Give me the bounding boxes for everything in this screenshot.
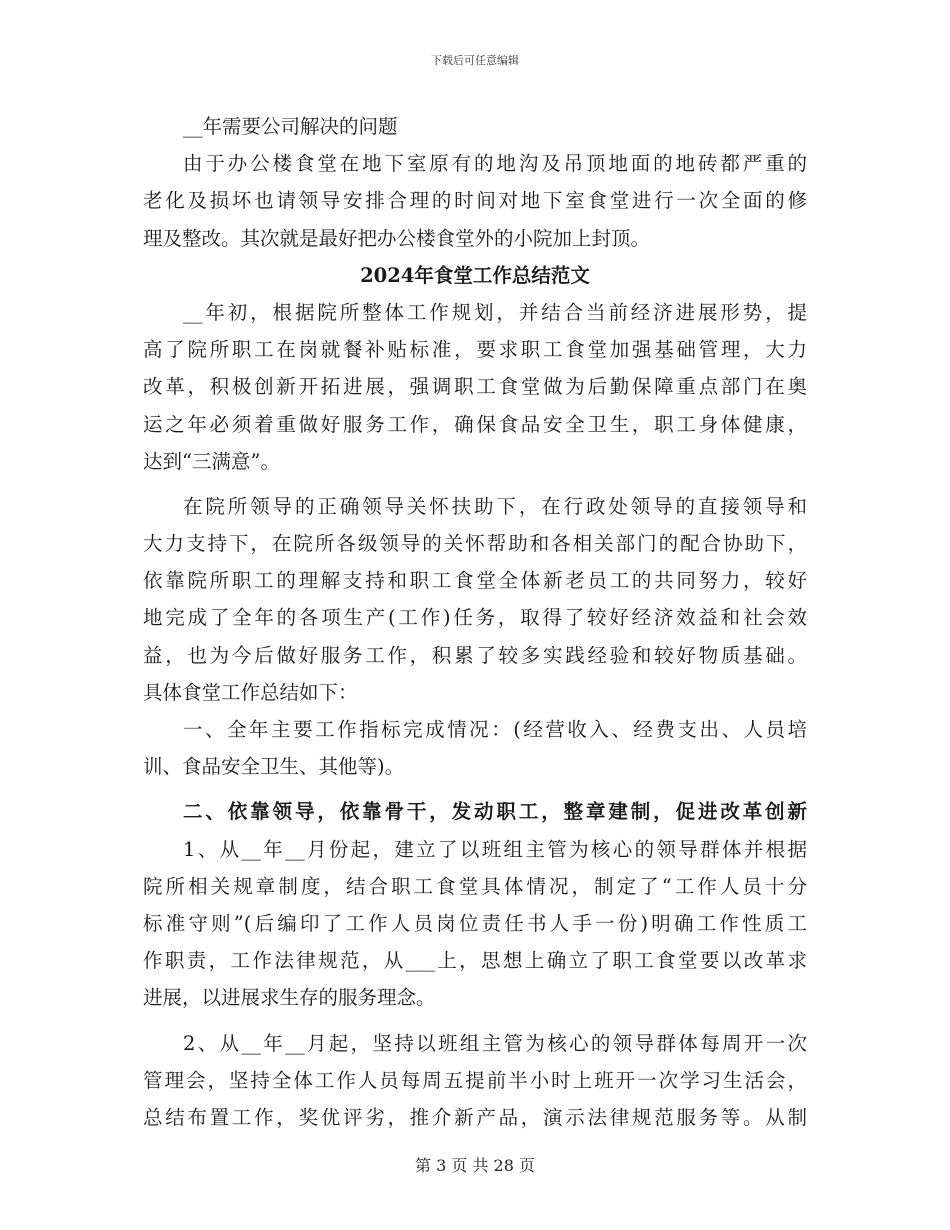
- paragraph-line: 总结布置工作，奖优评劣，推介新产品，演示法律规范服务等。从制: [143, 1105, 807, 1129]
- document-body: [143, 108, 807, 1136]
- paragraph-line: 标准守则”(后编印了工作人员岗位责任书人手一份)明确工作性质工: [143, 911, 807, 935]
- page-footer: 第 3 页 共 28 页: [415, 1156, 535, 1175]
- paragraph-line: 地完成了全年的各项生产(工作)任务，取得了较好经济效益和社会效: [143, 606, 807, 630]
- paragraph-line: 改革，积极创新开拓进展，强调职工食堂做为后勤保障重点部门在奥: [143, 375, 807, 399]
- paragraph-line: 大力支持下，在院所各级领导的关怀帮助和各相关部门的配合协助下，: [143, 532, 807, 556]
- paragraph-line: __年需要公司解决的问题: [183, 115, 398, 138]
- paragraph-line: 依靠院所职工的理解支持和职工食堂全体新老员工的共同努力，较好: [143, 569, 807, 593]
- section-title: 2024年食堂工作总结范文: [360, 263, 590, 287]
- paragraph-line: 达到“三满意”。: [143, 449, 280, 473]
- paragraph-line: 院所相关规章制度，结合职工食堂具体情况，制定了“工作人员十分: [143, 874, 807, 898]
- paragraph-line: 运之年必须着重做好服务工作，确保食品安全卫生，职工身体健康，: [143, 412, 807, 436]
- section-heading: 二、依靠领导，依靠骨干，发动职工，整章建制，促进改革创新: [183, 800, 807, 824]
- paragraph-line: 益，也为今后做好服务工作，积累了较多实践经验和较好物质基础。: [143, 643, 807, 667]
- paragraph-line: 一、全年主要工作指标完成情况：(经营收入、经费支出、人员培: [183, 718, 807, 741]
- paragraph-line: 由于办公楼食堂在地下室原有的地沟及吊顶地面的地砖都严重的: [183, 152, 807, 176]
- paragraph-line: 1、从__年__月份起，建立了以班组主管为核心的领导群体并根据: [183, 837, 807, 861]
- paragraph-line: 2、从__年__月起，坚持以班组主管为核心的领导群体每周开一次: [183, 1031, 807, 1055]
- paragraph-line: 老化及损坏也请领导安排合理的时间对地下室食堂进行一次全面的修: [143, 189, 807, 213]
- paragraph-line: 作职责，工作法律规范，从___上，思想上确立了职工食堂要以改革求: [143, 949, 807, 973]
- paragraph-line: 理及整改。其次就是最好把办公楼食堂外的小院加上封顶。: [143, 226, 651, 250]
- paragraph-line: 高了院所职工在岗就餐补贴标准，要求职工食堂加强基础管理，大力: [143, 338, 807, 362]
- paragraph-line: 在院所领导的正确领导关怀扶助下，在行政处领导的直接领导和: [183, 494, 807, 518]
- paragraph-line: 训、食品安全卫生、其他等)。: [143, 755, 405, 779]
- paragraph-line: 进展，以进展求生存的服务理念。: [143, 986, 436, 1010]
- paragraph-line: 具体食堂工作总结如下：: [143, 680, 358, 704]
- paragraph-line: __年初，根据院所整体工作规划，并结合当前经济进展形势，提: [183, 300, 807, 324]
- page-header: 下载后可任意编辑: [431, 54, 519, 67]
- paragraph-line: 管理会，坚持全体工作人员每周五提前半小时上班开一次学习生活会，: [143, 1068, 807, 1092]
